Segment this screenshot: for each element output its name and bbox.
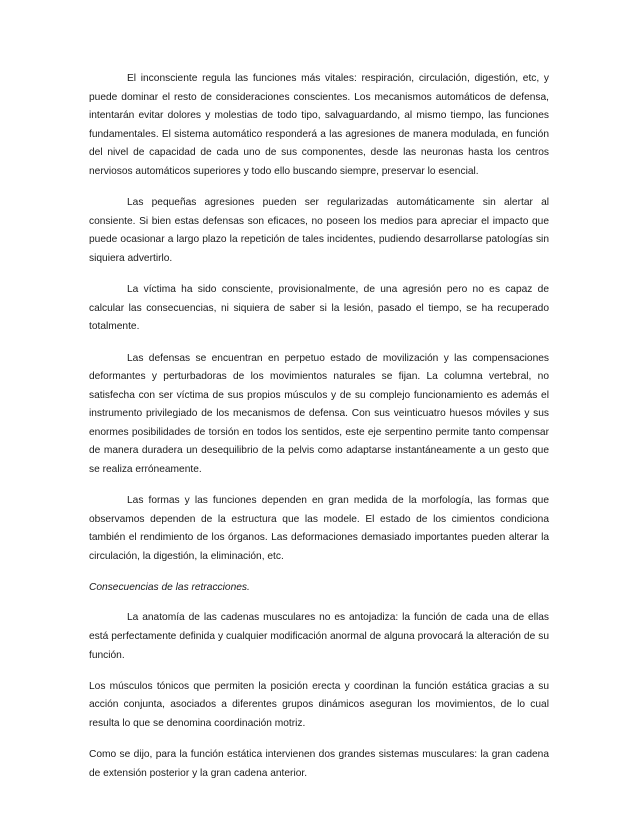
- paragraph-pequenas-agresiones: Las pequeñas agresiones pueden ser regularizadas automáticamente sin alertar al consiente. Si bien estas defensas son eficaces, no poseen los medios para apreciar el impacto que puede ocasionar a largo plazo la repetición de tales incidentes, pudiendo desarrollarse patologías sin siquiera advertirlo.: [89, 197, 549, 264]
- paragraph-funcion-estatica: Como se dijo, para la función estática intervienen dos grandes sistemas musculares: la gran cadena de extensión posterior y la gran cadena anterior.: [89, 749, 549, 779]
- document-body: [89, 70, 549, 796]
- section-heading: Consecuencias de las retracciones.: [89, 582, 250, 594]
- paragraph-musculos-tonicos: Los músculos tónicos que permiten la posición erecta y coordinan la función estática gracias a su acción conjunta, asociados a diferentes grupos dinámicos aseguran los movimientos, de lo cual resulta lo que se denomina coordinación motriz.: [89, 680, 549, 729]
- paragraph-formas-funciones: Las formas y las funciones dependen en gran medida de la morfología, las formas que observamos dependen de la estructura que las modele. El estado de los cimientos condiciona también el rendimiento de los órganos. Las deformaciones demasiado importantes pueden alterar la circulación, la digestión, la eliminación, etc.: [89, 495, 549, 563]
- paragraph-victima: La víctima ha sido consciente, provisionalmente, de una agresión pero no es capaz de calcular las consecuencias, ni siquiera de saber si la lesión, pasado el tiempo, se ha recuperado totalmente.: [89, 284, 549, 333]
- paragraph-anatomia-cadenas: La anatomía de las cadenas musculares no es antojadiza: la función de cada una de ellas está perfectamente definida y cualquier modificación anormal de alguna provocará la alteración de su función.: [89, 612, 549, 661]
- paragraph-inconsciente: El inconsciente regula las funciones más vitales: respiración, circulación, digestión, etc, y puede dominar el resto de consideraciones conscientes. Los mecanismos automáticos de defensa, intentarán evitar dolores y molestias de todo tipo, salvaguardando, al mismo tiempo, las funciones fundamentales. El sistema automático responderá a las agresiones de manera modulada, en función del nivel de capacidad de cada uno de sus componentes, desde las neuronas hasta los centros nerviosos automáticos superiores y todo ello buscando siempre, preservar lo esencial.: [89, 73, 549, 177]
- paragraph-defensas: Las defensas se encuentran en perpetuo estado de movilización y las compensaciones deformantes y perturbadoras de los movimientos naturales se fijan. La columna vertebral, no satisfecha con ser víctima de sus propios músculos y de su complejo funcionamiento es además el instrumento privilegiado de los mecanismos de defensa. Con sus veinticuatro huesos móviles y sus enormes posibilidades de torsión en todos los sentidos, este eje serpentino permite tanto compensar de manera duradera un desequilibrio de la pelvis como adaptarse instantáneamente a un gesto que se realiza erróneamente.: [89, 352, 549, 476]
